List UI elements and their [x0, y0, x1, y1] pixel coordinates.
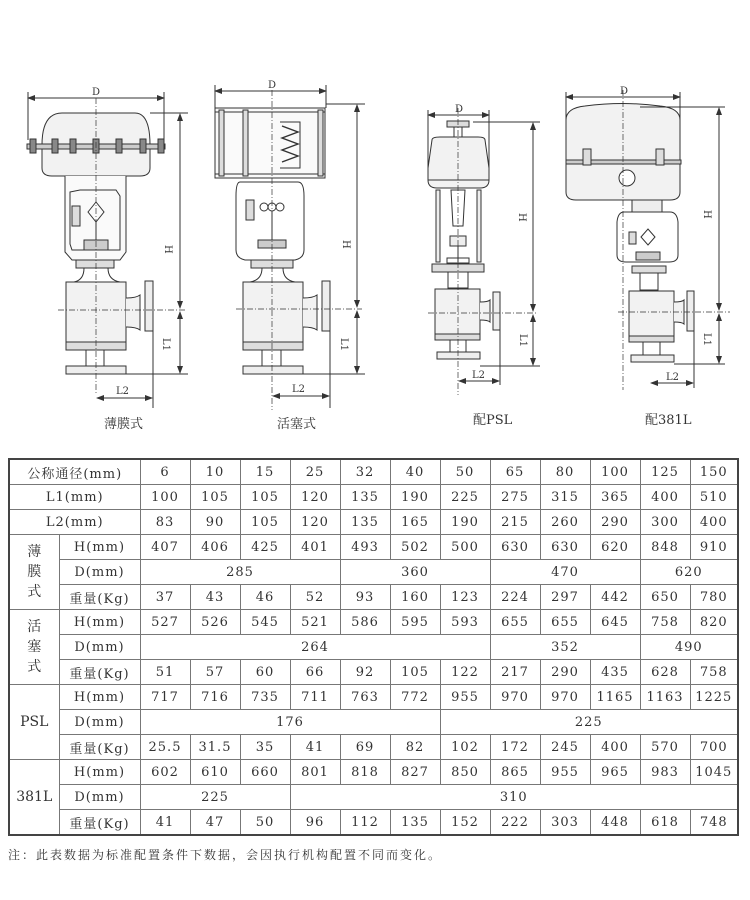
cell: 400	[640, 485, 690, 510]
cell: 275	[490, 485, 540, 510]
cell: 190	[390, 485, 440, 510]
group-label	[9, 685, 59, 760]
cell: 521	[290, 610, 340, 635]
cell: 400	[590, 735, 640, 760]
cell: 160	[390, 585, 440, 610]
cell: 120	[290, 510, 340, 535]
cell: 50	[440, 459, 490, 485]
table-row-h	[9, 685, 738, 710]
cell: 100	[140, 485, 190, 510]
group-label-char: 式	[27, 584, 42, 600]
cell: 66	[290, 660, 340, 685]
cell: 500	[440, 535, 490, 560]
table-row-d	[9, 635, 738, 660]
svg-text:L2: L2	[472, 370, 486, 381]
cell: 105	[190, 485, 240, 510]
cell: 630	[540, 535, 590, 560]
row-label: H(mm)	[59, 760, 140, 785]
cell: 290	[540, 660, 590, 685]
row-label: H(mm)	[59, 685, 140, 710]
cell: 655	[490, 610, 540, 635]
group-label-char: 活	[27, 619, 42, 635]
cell: 955	[540, 760, 590, 785]
caption-piston: 活塞式	[277, 417, 317, 432]
cell: 655	[540, 610, 590, 635]
cell: 758	[640, 610, 690, 635]
cell: 848	[640, 535, 690, 560]
dim-d-381l: D	[620, 86, 629, 97]
cell: 135	[340, 510, 390, 535]
cell: 190	[440, 510, 490, 535]
cell: 965	[590, 760, 640, 785]
cell: 593	[440, 610, 490, 635]
cell: 32	[340, 459, 390, 485]
cell: 260	[540, 510, 590, 535]
cell: 526	[190, 610, 240, 635]
caption-psl: 配PSL	[473, 413, 513, 428]
cell: 222	[490, 810, 540, 836]
cell: 602	[140, 760, 190, 785]
cell: 224	[490, 585, 540, 610]
cell: 801	[290, 760, 340, 785]
table-header-row	[9, 459, 738, 485]
group-label-char: 381L	[16, 789, 53, 805]
table-row-weight	[9, 735, 738, 760]
cell: 80	[540, 459, 590, 485]
caption-381l: 配381L	[645, 413, 692, 428]
cell: 628	[640, 660, 690, 685]
row-label: D(mm)	[59, 785, 140, 810]
cell: 315	[540, 485, 590, 510]
cell: 970	[540, 685, 590, 710]
cell: 716	[190, 685, 240, 710]
cell: 983	[640, 760, 690, 785]
valve-drawings	[0, 0, 750, 445]
cell: 1225	[690, 685, 738, 710]
cell: 135	[340, 485, 390, 510]
cell: 303	[540, 810, 590, 836]
cell: 15	[240, 459, 290, 485]
cell: 717	[140, 685, 190, 710]
cell: 586	[340, 610, 390, 635]
group-label-char: 式	[27, 659, 42, 675]
cell: 57	[190, 660, 240, 685]
cell: 1165	[590, 685, 640, 710]
cell: 772	[390, 685, 440, 710]
table-row-l1	[9, 485, 738, 510]
cell: 105	[240, 485, 290, 510]
cell: 41	[290, 735, 340, 760]
cell: 217	[490, 660, 540, 685]
table-row-d	[9, 785, 738, 810]
table-row-weight	[9, 585, 738, 610]
cell: 425	[240, 535, 290, 560]
cell: 758	[690, 660, 738, 685]
table-row-d	[9, 710, 738, 735]
span-cell: 360	[340, 560, 490, 585]
cell: 165	[390, 510, 440, 535]
cell: 910	[690, 535, 738, 560]
table-row-h	[9, 760, 738, 785]
cell: 435	[590, 660, 640, 685]
row-label: H(mm)	[59, 535, 140, 560]
cell: 150	[690, 459, 738, 485]
cell: 105	[240, 510, 290, 535]
row-label: D(mm)	[59, 710, 140, 735]
cell: 748	[690, 810, 738, 836]
cell: 46	[240, 585, 290, 610]
cell: 135	[390, 810, 440, 836]
cell: 610	[190, 760, 240, 785]
svg-text:L1: L1	[701, 333, 712, 347]
cell: 47	[190, 810, 240, 836]
cell: 545	[240, 610, 290, 635]
row-label: 重量(Kg)	[59, 810, 140, 836]
cell: 65	[490, 459, 540, 485]
cell: 865	[490, 760, 540, 785]
row-label: 重量(Kg)	[59, 585, 140, 610]
cell: 37	[140, 585, 190, 610]
svg-text:L2: L2	[666, 372, 680, 383]
group-label-char: 塞	[27, 639, 42, 655]
table-row-h	[9, 610, 738, 635]
row-label: L1(mm)	[9, 485, 140, 510]
cell: 645	[590, 610, 640, 635]
cell: 120	[290, 485, 340, 510]
cell: 510	[690, 485, 738, 510]
cell: 970	[490, 685, 540, 710]
cell: 225	[440, 485, 490, 510]
cell: 172	[490, 735, 540, 760]
group-label	[9, 535, 59, 610]
spec-table	[8, 458, 739, 836]
cell: 69	[340, 735, 390, 760]
cell: 92	[340, 660, 390, 685]
cell: 41	[140, 810, 190, 836]
span-cell: 264	[140, 635, 490, 660]
psl-valve-drawing	[428, 108, 540, 395]
svg-text:L1: L1	[517, 334, 528, 348]
cell: 493	[340, 535, 390, 560]
row-label: 重量(Kg)	[59, 660, 140, 685]
cell: 43	[190, 585, 240, 610]
cell: 401	[290, 535, 340, 560]
row-label: L2(mm)	[9, 510, 140, 535]
cell: 152	[440, 810, 490, 836]
svg-text:H: H	[701, 210, 712, 219]
row-label: 重量(Kg)	[59, 735, 140, 760]
cell: 955	[440, 685, 490, 710]
footnote: 注：此表数据为标准配置条件下数据，会因执行机构配置不同而变化。	[8, 848, 443, 862]
cell: 711	[290, 685, 340, 710]
cell: 448	[590, 810, 640, 836]
cell: 6	[140, 459, 190, 485]
cell: 35	[240, 735, 290, 760]
cell: 735	[240, 685, 290, 710]
group-label-char: PSL	[20, 714, 49, 730]
cell: 527	[140, 610, 190, 635]
cell: 400	[690, 510, 738, 535]
cell: 25.5	[140, 735, 190, 760]
row-label: H(mm)	[59, 610, 140, 635]
cell: 850	[440, 760, 490, 785]
group-label-char: 薄	[27, 544, 42, 560]
cell: 442	[590, 585, 640, 610]
table-row-weight	[9, 660, 738, 685]
cell: 820	[690, 610, 738, 635]
cell: 105	[390, 660, 440, 685]
cell: 100	[590, 459, 640, 485]
span-cell: 620	[640, 560, 738, 585]
svg-text:L1: L1	[338, 338, 349, 352]
caption-diaphragm: 薄膜式	[104, 417, 144, 432]
group-label-char: 膜	[27, 564, 42, 580]
cell: 650	[640, 585, 690, 610]
cell: 300	[640, 510, 690, 535]
span-cell: 352	[490, 635, 640, 660]
cell: 31.5	[190, 735, 240, 760]
cell: 112	[340, 810, 390, 836]
cell: 780	[690, 585, 738, 610]
cell: 82	[390, 735, 440, 760]
valve-outline-drawings	[0, 0, 750, 445]
row-label: 公称通径(mm)	[9, 459, 140, 485]
dim-d-piston: D	[268, 80, 277, 91]
cell: 365	[590, 485, 640, 510]
table-row-d	[9, 560, 738, 585]
cell: 96	[290, 810, 340, 836]
cell: 763	[340, 685, 390, 710]
cell: 93	[340, 585, 390, 610]
svg-text:L1: L1	[160, 338, 171, 352]
svg-text:H: H	[340, 240, 351, 249]
cell: 595	[390, 610, 440, 635]
group-label	[9, 610, 59, 685]
cell: 245	[540, 735, 590, 760]
cell: 618	[640, 810, 690, 836]
cell: 406	[190, 535, 240, 560]
table-row-weight	[9, 810, 738, 836]
group-label	[9, 760, 59, 836]
cell: 123	[440, 585, 490, 610]
table-row-h	[9, 535, 738, 560]
cell: 90	[190, 510, 240, 535]
cell: 502	[390, 535, 440, 560]
cell: 25	[290, 459, 340, 485]
cell: 215	[490, 510, 540, 535]
cell: 827	[390, 760, 440, 785]
svg-text:H: H	[516, 213, 527, 222]
cell: 407	[140, 535, 190, 560]
dim-d-diaphragm: D	[92, 87, 101, 98]
svg-text:L2: L2	[292, 384, 306, 395]
cell: 52	[290, 585, 340, 610]
cell: 1045	[690, 760, 738, 785]
cell: 620	[590, 535, 640, 560]
cell: 570	[640, 735, 690, 760]
dim-d-psl: D	[455, 104, 464, 115]
cell: 51	[140, 660, 190, 685]
cell: 297	[540, 585, 590, 610]
span-cell: 470	[490, 560, 640, 585]
cell: 290	[590, 510, 640, 535]
cell: 125	[640, 459, 690, 485]
row-label: D(mm)	[59, 560, 140, 585]
row-label: D(mm)	[59, 635, 140, 660]
cell: 1163	[640, 685, 690, 710]
cell: 50	[240, 810, 290, 836]
cell: 630	[490, 535, 540, 560]
cell: 40	[390, 459, 440, 485]
cell: 102	[440, 735, 490, 760]
cell: 83	[140, 510, 190, 535]
svg-text:L2: L2	[116, 386, 130, 397]
span-cell: 310	[290, 785, 738, 810]
cell: 10	[190, 459, 240, 485]
cell: 60	[240, 660, 290, 685]
table-row-l2	[9, 510, 738, 535]
cell: 660	[240, 760, 290, 785]
span-cell: 285	[140, 560, 340, 585]
span-cell: 225	[140, 785, 290, 810]
span-cell: 490	[640, 635, 738, 660]
svg-text:H: H	[162, 245, 173, 254]
span-cell: 225	[440, 710, 738, 735]
span-cell: 176	[140, 710, 440, 735]
cell: 700	[690, 735, 738, 760]
cell: 818	[340, 760, 390, 785]
cell: 122	[440, 660, 490, 685]
